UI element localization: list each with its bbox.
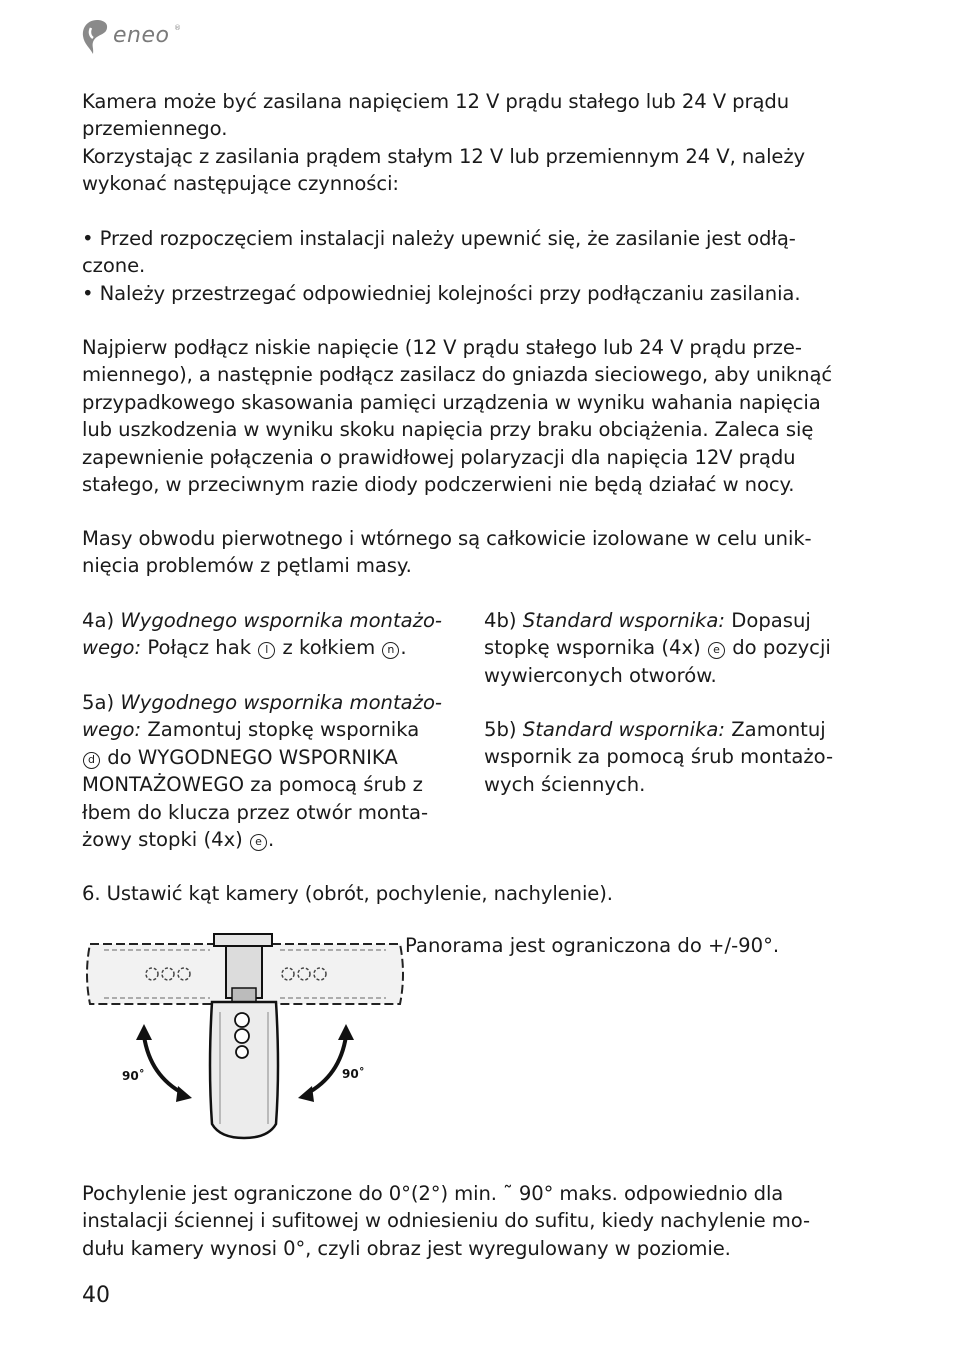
step-5b — [484, 716, 874, 798]
marker-n-icon: n — [382, 642, 399, 659]
bullet-line: czone. — [82, 254, 146, 278]
step-label: Standard wspornika: — [522, 718, 726, 741]
paragraph-line: Masy obwodu pierwotnego i wtórnego są całkowicie izolowane w celu unik- — [82, 527, 812, 550]
intro-line: Kamera może być zasilana napięciem 12 V prądu stałego lub 24 V prądu — [82, 90, 790, 113]
angle-left-label: 90˚ — [122, 1069, 145, 1083]
eneo-logo — [80, 18, 190, 58]
marker-e-icon: e — [250, 834, 267, 851]
ground-paragraph — [82, 525, 872, 580]
step-label: Wygodnego wspornika montażo- — [120, 691, 443, 714]
step-label: Standard wspornika: — [522, 609, 726, 632]
step-6 — [82, 880, 872, 907]
step-text: z kołkiem — [276, 636, 382, 660]
angle-right-label: 90˚ — [342, 1067, 365, 1081]
step-text: wywierconych otworów. — [484, 663, 717, 687]
paragraph-line: nięcia problemów z pętlami masy. — [82, 554, 412, 578]
marker-d-icon: d — [83, 752, 100, 769]
step-text: do pozycji — [726, 636, 831, 660]
power-paragraph — [82, 334, 872, 498]
camera-illustration — [80, 928, 410, 1140]
camera-pan-diagram — [80, 928, 410, 1140]
intro-line: wykonać następujące czynności: — [82, 172, 399, 196]
step-text: wspornik za pomocą śrub montażo- — [484, 745, 834, 769]
bullet-line: • Należy przestrzegać odpowiedniej kolejności przy podłączaniu zasilania. — [82, 281, 801, 305]
tilt-paragraph — [82, 1180, 872, 1262]
step-text: stopkę wspornika (4x) — [484, 636, 707, 660]
step-text: żowy stopki (4x) — [82, 828, 250, 852]
step-label: Wygodnego wspornika montażo- — [120, 609, 443, 632]
paragraph-line: lub uszkodzenia w wyniku skoku napięcia przy braku obciążenia. Zaleca się — [82, 418, 814, 442]
step-prefix: 5a) — [82, 691, 121, 714]
eneo-logo-mark — [80, 18, 114, 56]
step-text: łbem do klucza przez otwór monta- — [82, 800, 429, 824]
paragraph-line: instalacji ściennej i sufitowej w odniesieniu do sufitu, kiedy nachylenie mo- — [82, 1209, 810, 1233]
step-label: wego: — [82, 636, 142, 660]
step-prefix: 4a) — [82, 609, 121, 632]
intro-line: Korzystając z zasilania prądem stałym 12 V lub przemiennym 24 V, należy — [82, 144, 806, 168]
step-text: Zamontuj stopkę wspornika — [141, 718, 420, 742]
paragraph-line: przypadkowego skasowania pamięci urządzenia w wyniku wahania napięcia — [82, 390, 821, 414]
step-text: do WYGODNEGO WSPORNIKA — [101, 745, 398, 769]
pan-limit-text: Panorama jest ograniczona do +/-90°. — [405, 934, 780, 957]
step-text: wych ściennych. — [484, 772, 646, 796]
paragraph-line: Najpierw podłącz niskie napięcie (12 V prądu stałego lub 24 V prądu prze- — [82, 336, 802, 359]
step-prefix: 5b) — [484, 718, 523, 741]
brand-name: eneo — [113, 23, 170, 48]
step-label: wego: — [82, 718, 142, 742]
bullet-list — [82, 225, 872, 307]
step-text: Zamontuj — [725, 718, 826, 741]
step-text: 6. Ustawić kąt kamery (obrót, pochylenie, nachylenie). — [82, 882, 613, 905]
paragraph-line: dułu kamery wynosi 0°, czyli obraz jest wyregulowany w poziomie. — [82, 1236, 731, 1260]
paragraph-line: stałego, w przeciwnym razie diody podczerwieni nie będą działać w nocy. — [82, 473, 795, 497]
marker-l-icon: l — [258, 642, 275, 659]
intro-line: przemiennego. — [82, 117, 228, 141]
step-prefix: 4b) — [484, 609, 523, 632]
bullet-line: • Przed rozpoczęciem instalacji należy upewnić się, że zasilanie jest odłą- — [82, 227, 796, 250]
step-4a: 4a) Wygodnego wspornika montażo- wego: Połącz hak l z kołkiem n . — [82, 609, 443, 660]
registered-mark: ® — [174, 24, 181, 32]
page-number: 40 — [82, 1283, 110, 1308]
paragraph-line: Pochylenie jest ograniczone do 0°(2°) min. ˜ 90° maks. odpowiednio dla — [82, 1182, 784, 1205]
step-5a: 5a) Wygodnego wspornika montażo- wego: Zamontuj stopkę wspornika d do WYGODNEGO WSPORNIKA MONTAŻOWEGO za pomocą śrub z łbem do klucza przez otwór monta- żowy stopki (4x) e . — [82, 689, 472, 853]
step-text: MONTAŻOWEGO za pomocą śrub z — [82, 773, 423, 797]
intro-paragraph — [82, 88, 872, 198]
step-text: Dopasuj — [725, 609, 811, 632]
paragraph-line: miennego), a następnie podłącz zasilacz do gniazda sieciowego, aby uniknąć — [82, 363, 833, 387]
step-4b — [484, 607, 874, 689]
paragraph-line: zapewnienie połączenia o prawidłowej polaryzacji dla napięcia 12V prądu — [82, 445, 796, 469]
step-text: Połącz hak — [141, 636, 258, 660]
marker-e-icon: e — [708, 642, 725, 659]
